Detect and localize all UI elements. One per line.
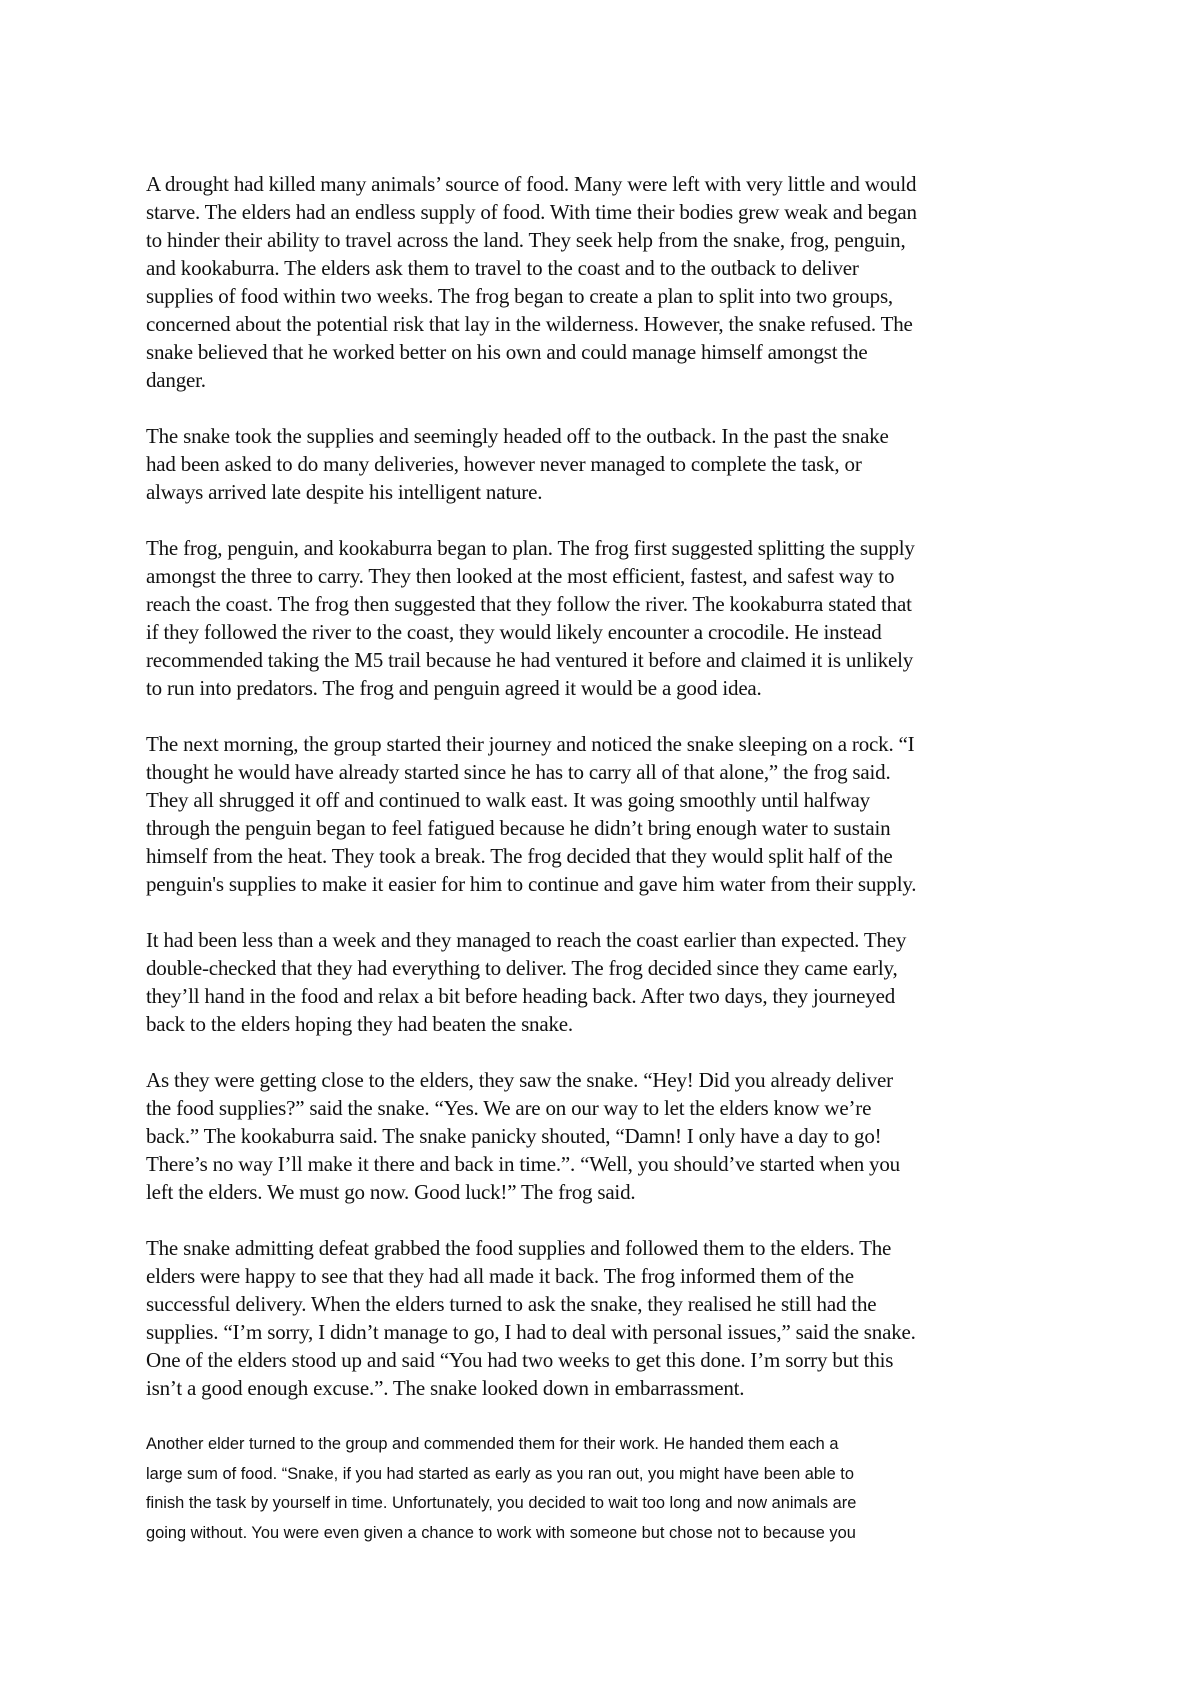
story-text bbox=[146, 170, 1076, 1576]
paragraph-3: The frog, penguin, and kookaburra began to plan. The frog first suggested splitting the supply amongst the three to carry. They then looked at the most efficient, fastest, and safest way to reach the coast. The frog then suggested that they follow the river. The kookaburra stated that if they followed the river to the coast, they would likely encounter a crocodile. He instead recommended taking the M5 trail because he had ventured it before and claimed it is unlikely to run into predators. The frog and penguin agreed it would be a good idea. bbox=[146, 536, 915, 700]
paragraph-8: Another elder turned to the group and commended them for their work. He handed them each a large sum of food. “Snake, if you had started as early as you ran out, you might have been able to finish the task by yourself in time. Unfortunately, you decided to wait too long and now animals are going without. You were even given a chance to work with someone but chose not to because you bbox=[146, 1435, 857, 1542]
paragraph-6: As they were getting close to the elders, they saw the snake. “Hey! Did you already deliver the food supplies?” said the snake. “Yes. We are on our way to let the elders know we’re back.” The kookaburra said. The snake panicky shouted, “Damn! I only have a day to go! There’s no way I’ll make it there and back in time.”. “Well, you should’ve started when you left the elders. We must go now. Good luck!” The frog said. bbox=[146, 1068, 900, 1204]
paragraph-2: The snake took the supplies and seemingly headed off to the outback. In the past the snake had been asked to do many deliveries, however never managed to complete the task, or always arrived late despite his intelligent nature. bbox=[146, 424, 889, 504]
paragraph-4: The next morning, the group started their journey and noticed the snake sleeping on a rock. “I thought he would have already started since he has to carry all of that alone,” the frog said. They all shrugged it off and continued to walk east. It was going smoothly until halfway through the penguin began to feel fatigued because he didn’t bring enough water to sustain himself from the heat. They took a break. The frog decided that they would split half of the penguin's supplies to make it easier for him to continue and gave him water from their supply. bbox=[146, 732, 917, 896]
paragraph-5: It had been less than a week and they managed to reach the coast earlier than expected. They double-checked that they had everything to deliver. The frog decided since they came early, they’ll hand in the food and relax a bit before heading back. After two days, they journeyed back to the elders hoping they had beaten the snake. bbox=[146, 928, 907, 1036]
paragraph-7: The snake admitting defeat grabbed the food supplies and followed them to the elders. The elders were happy to see that they had all made it back. The frog informed them of the successful delivery. When the elders turned to ask the snake, they realised he still had the supplies. “I’m sorry, I didn’t manage to go, I had to deal with personal issues,” said the snake. One of the elders stood up and said “You had two weeks to get this done. I’m sorry but this isn’t a good enough excuse.”. The snake looked down in embarrassment. bbox=[146, 1236, 916, 1400]
paragraph-1: A drought had killed many animals’ source of food. Many were left with very little and would starve. The elders had an endless supply of food. With time their bodies grew weak and began to hinder their ability to travel across the land. They seek help from the snake, frog, penguin, and kookaburra. The elders ask them to travel to the coast and to the outback to deliver supplies of food within two weeks. The frog began to create a plan to split into two groups, concerned about the potential risk that lay in the wilderness. However, the snake refused. The snake believed that he worked better on his own and could manage himself amongst the danger. bbox=[146, 172, 917, 392]
